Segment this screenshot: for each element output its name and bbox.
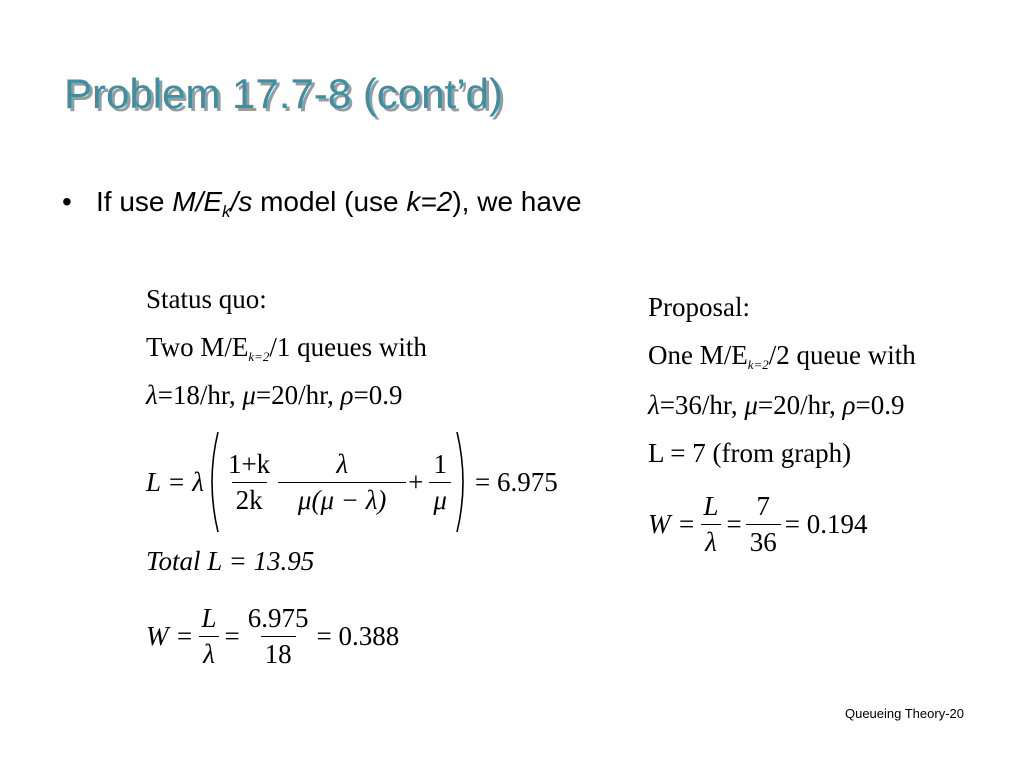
pr-W-num2: 7: [756, 490, 770, 521]
bullet-marker: •: [62, 186, 72, 217]
sq-fraction-2: [282, 449, 402, 516]
sq-W-fraction-2: [244, 603, 313, 670]
sq-mu-value: =20/hr,: [255, 380, 341, 410]
sq-W-eq: =: [224, 620, 240, 651]
sq-W-num2: 6.975: [247, 602, 309, 633]
pr-mu-value: =20/hr,: [757, 390, 843, 420]
bullet-middle: model (use: [252, 186, 407, 217]
sq-W-den2: 18: [261, 636, 296, 670]
sq-f1-den: 2k: [232, 482, 267, 516]
pr-W-result: = 0.194: [784, 508, 868, 539]
sq-f1-num: 1+k: [227, 448, 271, 479]
pr-W-eq: =: [726, 508, 742, 539]
model-m: M/E: [172, 186, 223, 217]
proposal-W-formula: [648, 484, 867, 564]
proposal-rates-line: [648, 390, 905, 421]
status-quo-rates-line: [146, 380, 403, 411]
sq-f2-num: λ: [336, 448, 349, 479]
slide-title: Problem 17.7-8 (cont’d): [64, 70, 503, 117]
proposal-queue-line: [648, 340, 916, 373]
status-quo-queue-line: [146, 332, 427, 365]
left-paren-icon: [204, 430, 220, 534]
sq-W-num: L: [201, 602, 217, 633]
pr-W-num: L: [703, 490, 719, 521]
pr-rho-symbol: ρ: [842, 390, 856, 420]
sq-lambda-value: =18/hr,: [157, 380, 243, 410]
pr-W-label: W =: [648, 508, 696, 539]
k-value: k=2: [406, 186, 453, 217]
status-quo-heading: Status quo:: [146, 284, 267, 314]
sq-W-result: = 0.388: [316, 620, 400, 651]
slide-footer: Queueing Theory-20: [844, 706, 964, 721]
pr-W-den: λ: [701, 524, 721, 558]
sq-line1-sub: k=2: [248, 349, 270, 364]
status-quo-L-formula: [146, 432, 558, 532]
sq-line1-post: /1 queues with: [269, 332, 427, 362]
pr-lambda-symbol: λ: [648, 390, 660, 420]
pr-line1-post: /2 queue with: [768, 340, 916, 370]
status-quo-W-formula: [146, 596, 399, 676]
pr-line1-pre: One M/E: [648, 340, 748, 370]
proposal-L-line: L = 7 (from graph): [648, 438, 852, 468]
sq-mu-symbol: μ: [242, 380, 256, 410]
model-k: k: [222, 202, 231, 221]
proposal-heading: Proposal:: [648, 292, 751, 322]
sq-f3-num: 1: [433, 448, 447, 479]
sq-W-fraction: [197, 603, 220, 670]
sq-lambda-symbol: λ: [146, 380, 158, 410]
pr-W-fraction-2: [746, 491, 781, 558]
sq-L-result: = 6.975: [474, 466, 558, 497]
sq-fraction-3: [429, 449, 451, 516]
bullet-suffix: ), we have: [452, 186, 582, 217]
pr-W-den2: 36: [746, 524, 781, 558]
pr-lambda-value: =36/hr,: [659, 390, 745, 420]
sq-f2-den: μ(μ − λ): [278, 482, 406, 516]
pr-line1-sub: k=2: [747, 357, 769, 372]
sq-rho-symbol: ρ: [340, 380, 354, 410]
bullet-point: [62, 186, 582, 222]
sq-fraction-1: [224, 449, 274, 516]
sq-f3-den: μ: [429, 482, 451, 516]
pr-rho-value: =0.9: [855, 390, 905, 420]
status-quo-total-L: Total L = 13.95: [146, 546, 315, 576]
sq-line1-pre: Two M/E: [146, 332, 249, 362]
right-paren-icon: [455, 430, 471, 534]
sq-L-label: L = λ: [146, 466, 204, 497]
pr-mu-symbol: μ: [744, 390, 758, 420]
sq-plus: +: [408, 466, 424, 497]
sq-W-den: λ: [199, 636, 219, 670]
bullet-prefix: If use: [96, 186, 173, 217]
sq-rho-value: =0.9: [353, 380, 403, 410]
sq-W-label: W =: [146, 620, 194, 651]
model-s: /s: [230, 186, 253, 217]
pr-W-fraction: [699, 491, 722, 558]
